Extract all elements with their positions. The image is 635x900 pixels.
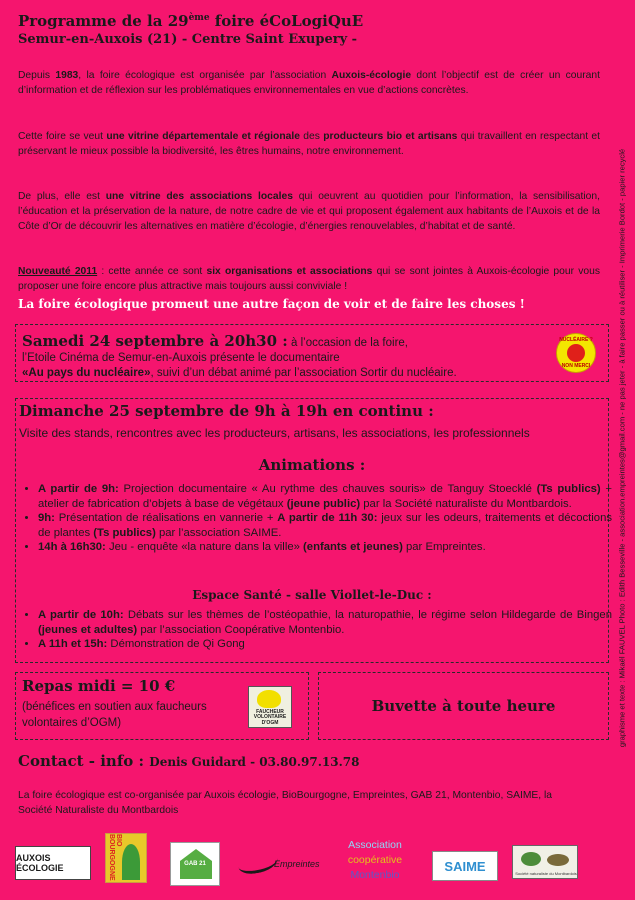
- repas-subtext: (bénéfices en soutien aux faucheurs volontaires d’OGM): [22, 701, 207, 729]
- dimanche-heading: Dimanche 25 septembre de 9h à 19h en continu :: [19, 402, 434, 420]
- buvette-box: [318, 672, 609, 740]
- animations-heading: Animations :: [258, 456, 366, 474]
- samedi-line-2: l’Etoile Cinéma de Semur-en-Auxois présente le documentaire: [22, 352, 340, 364]
- samedi-line-3: «Au pays du nucléaire», suivi d’un débat animé par l’association Sortir du nucléaire.: [22, 367, 457, 379]
- list-item: • A 11h et 15h: Démonstration de Qi Gong: [38, 637, 612, 652]
- page-subtitle: Semur-en-Auxois (21) - Centre Saint Exupery -: [18, 32, 358, 47]
- montenbio-logo: Association coopérative Montenbio: [347, 839, 403, 881]
- page-title: Programme de la 29ème foire éCoLogiQuE: [18, 12, 364, 30]
- auxois-ecologie-logo: AUXOIS ÉCOLOGIE: [15, 846, 91, 880]
- intro-paragraph-2: Cette foire se veut une vitrine départementale et régionale des producteurs bio et artisans qui travaillent en respectant et préservant le mieux possible la biodiversité, les êtres humains, notre environnement.: [18, 131, 600, 158]
- slogan: La foire écologique promeut une autre façon de voir et de faire les choses !: [18, 297, 525, 311]
- intro-paragraph-1: Depuis 1983, la foire écologique est organisée par l’association Auxois-écologie dont l’objectif est de créer un courant d’information et de réflexion sur les problématiques environnementales en vue d’actions concrètes.: [18, 70, 600, 97]
- animations-list: [26, 482, 612, 555]
- buvette-label: Buvette à toute heure: [371, 697, 556, 715]
- samedi-box: [15, 324, 609, 382]
- sidebar-credit: graphisme et texte : Mikaël FAUVEL Photo : Edith Besseville - association.empreintes@gmail.com - ne pas jeter - à faire passer ou à réutiliser - Imprimerie Bordot - papier recyclé: [617, 148, 627, 748]
- bio-bourgogne-logo: BIO BOURGOGNE: [105, 833, 147, 883]
- saime-logo: SAIME: [432, 851, 498, 881]
- intro-paragraph-3: De plus, elle est une vitrine des associations locales qui oeuvrent au quotidien pour l’information, la sensibilisation, l’éducation et la préservation de la nature, de notre cadre de vie et qui proposent également aux habitants de l’Auxois et de la Côte d’Or de découvrir les alternatives en matière d’écologie, d’énergies renouvelables, d’habitat et de santé.: [18, 191, 600, 233]
- contact-info: Contact - info : Denis Guidard - 03.80.97.13.78: [18, 752, 360, 770]
- list-item: • 14h à 16h30: Jeu - enquête «la nature dans la ville» (enfants et jeunes) par Empreintes.: [38, 540, 612, 555]
- samedi-heading: Samedi 24 septembre à 20h30 : à l’occasion de la foire,: [22, 332, 408, 350]
- list-item: • A partir de 9h: Projection documentaire « Au rythme des chauves souris» de Tanguy Stoecklé (Ts publics) + atelier de fabrication d’objets à base de végétaux (jeune public) par la Société naturaliste du Montbardois.: [38, 482, 612, 511]
- intro-paragraph-4: Nouveauté 2011 : cette année ce sont six organisations et associations qui se sont jointes à Auxois-écologie pour vous proposer une foire encore plus attractive mais toujours aussi conviviale !: [18, 266, 600, 293]
- footer-text: La foire écologique est co-organisée par Auxois écologie, BioBourgogne, Empreintes, GAB 21, Montenbio, SAIME, la Société Naturaliste du Montbardois: [18, 790, 553, 816]
- dimanche-box: [15, 398, 612, 663]
- list-item: • A partir de 10h: Débats sur les thèmes de l’ostéopathie, la naturopathie, le régime selon Hildegarde de Bingen (jeunes et adultes) par l’association Coopérative Montenbio.: [38, 608, 612, 637]
- faucheur-logo: FAUCHEUR VOLONTAIRE D'OGM: [248, 686, 292, 728]
- sante-list: [26, 608, 612, 652]
- repas-heading: Repas midi = 10 €: [22, 677, 176, 695]
- naturaliste-logo: Société naturaliste du Montbardois: [512, 845, 578, 879]
- empreintes-logo: Empreintes: [236, 848, 328, 878]
- nuclear-sun-icon: NUCLÉAIRE ? NON MERCI: [556, 333, 596, 373]
- repas-box: [15, 672, 309, 740]
- dimanche-line: Visite des stands, rencontres avec les producteurs, artisans, les associations, les professionnels: [19, 426, 530, 440]
- sante-heading: Espace Santé - salle Viollet-le-Duc :: [192, 588, 432, 602]
- list-item: • 9h: Présentation de réalisations en vannerie + A partir de 11h 30: jeux sur les odeurs, traitements et décoctions de plantes (Ts publics) par l’association SAIME.: [38, 511, 612, 540]
- gab21-logo: GAB 21: [170, 842, 220, 886]
